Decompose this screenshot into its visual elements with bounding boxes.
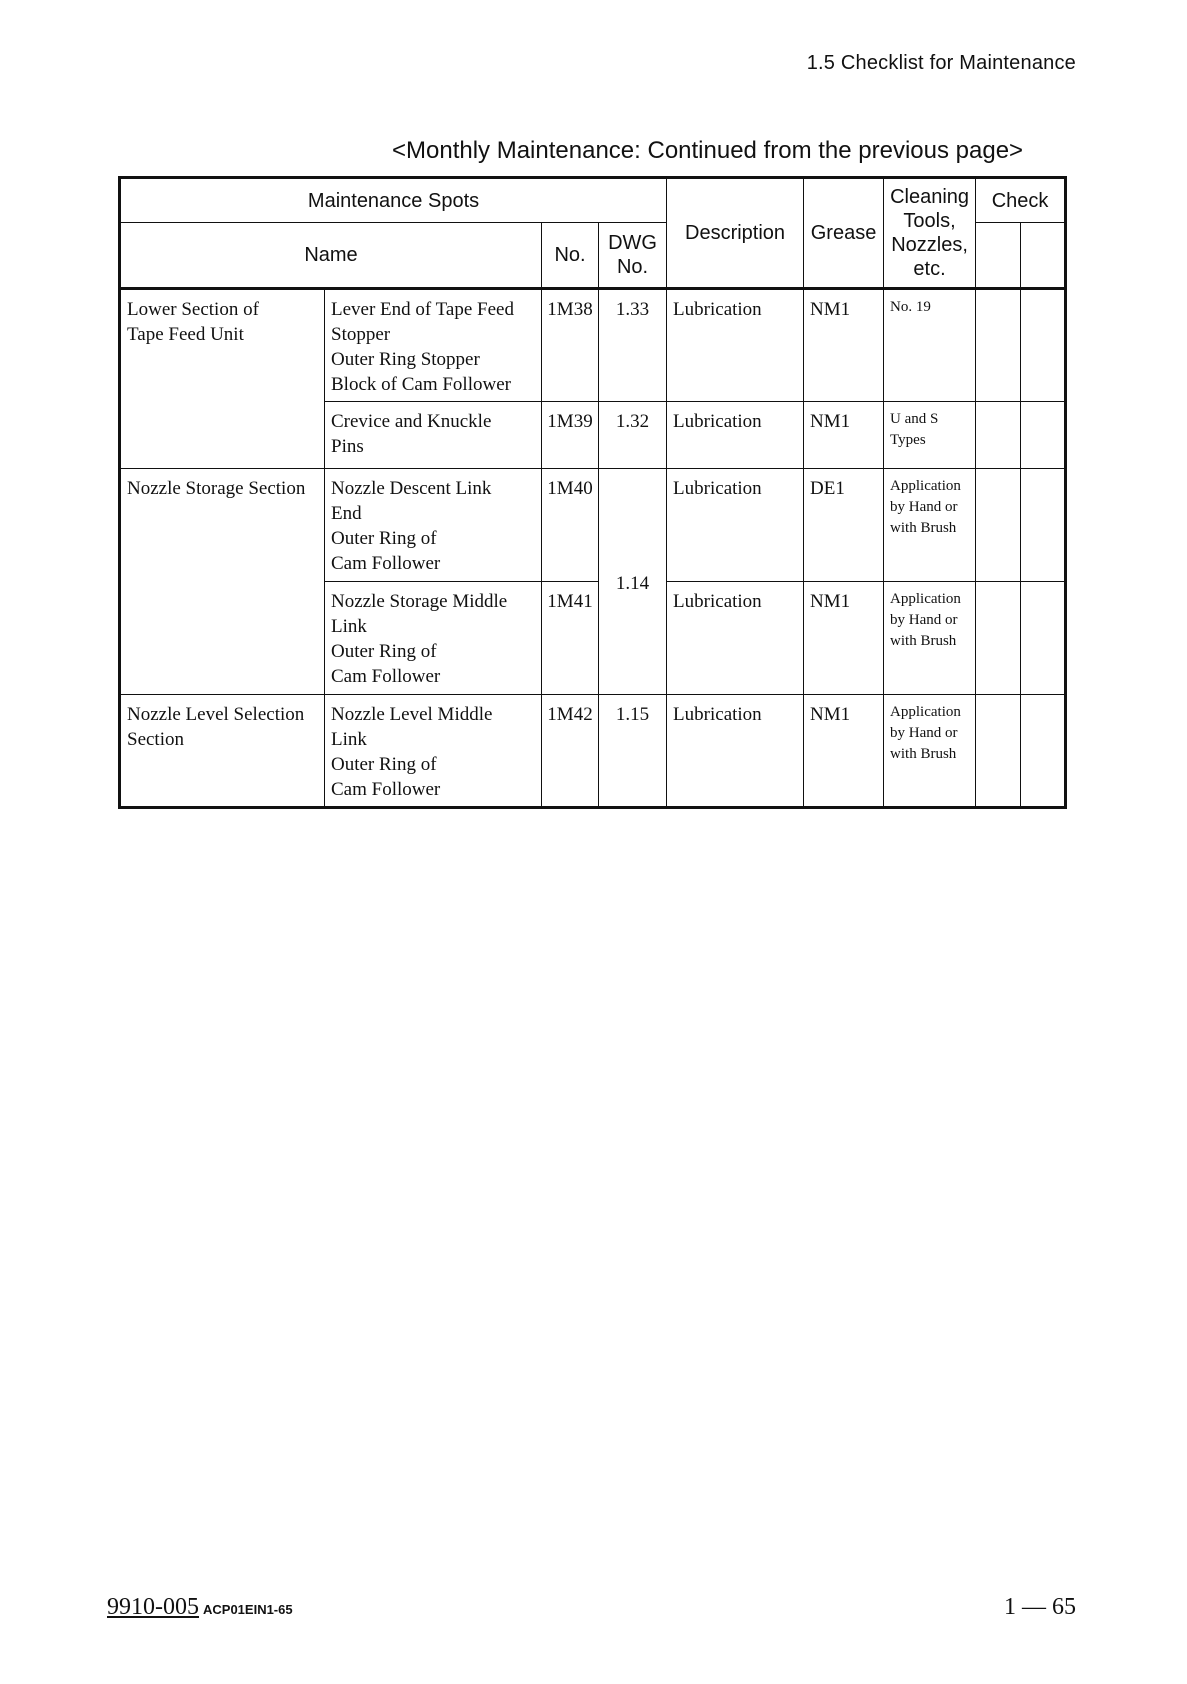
check-box[interactable] [1021, 289, 1066, 402]
part-line: Crevice and Knuckle [331, 411, 492, 432]
part-line: Link [331, 729, 367, 750]
item-no: 1M39 [542, 402, 599, 469]
part-line: Block of Cam Follower [331, 374, 511, 395]
item-no: 1M40 [542, 469, 599, 582]
part-line: Nozzle Level Middle [331, 704, 493, 725]
page-number: 1 — 65 [1004, 1594, 1076, 1620]
grease-cell: DE1 [804, 469, 884, 582]
table-row [120, 695, 1066, 808]
grease-cell: NM1 [804, 582, 884, 695]
part-line: Lever End of Tape Feed [331, 299, 514, 320]
description-cell: Lubrication [667, 289, 804, 402]
part-line: Cam Follower [331, 666, 441, 687]
doc-sub-code: ACP01EIN1-65 [203, 1602, 293, 1617]
description-cell: Lubrication [667, 402, 804, 469]
part-line: Outer Ring Stopper [331, 349, 480, 370]
header-check: Check [976, 178, 1066, 223]
table-row [120, 289, 1066, 402]
item-no: 1M38 [542, 289, 599, 402]
part-line: Nozzle Storage Middle [331, 591, 508, 612]
tools-cell [884, 582, 976, 695]
part-line: Stopper [331, 324, 391, 345]
section-header: 1.5 Checklist for Maintenance [806, 52, 1076, 74]
description-cell: Lubrication [667, 582, 804, 695]
maintenance-table [118, 176, 1067, 809]
tools-cell [884, 469, 976, 582]
tools-cell [884, 402, 976, 469]
tools-line: by Hand or [890, 499, 958, 515]
header-row-1 [120, 178, 1066, 223]
dwg-no: 1.15 [599, 695, 667, 808]
grease-cell: NM1 [804, 402, 884, 469]
header-cleaning-tools [884, 178, 976, 289]
grease-cell: NM1 [804, 695, 884, 808]
section-cell [120, 695, 325, 808]
check-box[interactable] [1021, 582, 1066, 695]
check-box[interactable] [976, 695, 1021, 808]
table-caption: <Monthly Maintenance: Continued from the previous page> [392, 137, 1024, 164]
header-maintenance-spots: Maintenance Spots [120, 178, 667, 223]
part-line: Outer Ring of [331, 641, 437, 662]
part-cell [325, 695, 542, 808]
tools-line: with Brush [890, 633, 957, 649]
check-box[interactable] [1021, 695, 1066, 808]
tools-line: by Hand or [890, 725, 958, 741]
description-cell: Lubrication [667, 469, 804, 582]
check-box[interactable] [976, 402, 1021, 469]
tools-line: Application [890, 478, 961, 494]
tools-cell [884, 289, 976, 402]
dwg-no: 1.14 [599, 469, 667, 695]
tools-line: Application [890, 704, 961, 720]
section-cell [120, 289, 325, 469]
header-grease: Grease [804, 178, 884, 289]
part-cell [325, 582, 542, 695]
header-dwg-line: No. [616, 256, 649, 278]
header-dwg-line: DWG [608, 232, 657, 254]
description-cell: Lubrication [667, 695, 804, 808]
header-name: Name [120, 223, 542, 289]
grease-cell: NM1 [804, 289, 884, 402]
part-line: Cam Follower [331, 553, 441, 574]
item-no: 1M42 [542, 695, 599, 808]
section-line: Nozzle Level Selection [127, 704, 305, 725]
section-line: Section [127, 729, 184, 750]
part-line: Cam Follower [331, 779, 441, 800]
tools-line: Application [890, 591, 961, 607]
tools-line: U and S [890, 411, 939, 427]
check-box[interactable] [976, 582, 1021, 695]
check-box[interactable] [1021, 402, 1066, 469]
part-line: Outer Ring of [331, 754, 437, 775]
header-description: Description [667, 178, 804, 289]
dwg-no: 1.32 [599, 402, 667, 469]
header-no: No. [542, 223, 599, 289]
part-cell [325, 469, 542, 582]
tools-line: No. 19 [890, 299, 931, 315]
header-tools-line: Tools, [903, 210, 956, 232]
section-cell [120, 469, 325, 695]
doc-code: 9910-005 [107, 1594, 199, 1620]
check-box[interactable] [976, 289, 1021, 402]
tools-line: with Brush [890, 746, 957, 762]
header-tools-line: etc. [913, 258, 946, 280]
footer-doc-code [107, 1594, 293, 1621]
tools-cell [884, 695, 976, 808]
section-line: Lower Section of [127, 299, 259, 320]
dwg-no: 1.33 [599, 289, 667, 402]
check-box[interactable] [1021, 469, 1066, 582]
tools-line: Types [890, 432, 926, 448]
check-box[interactable] [976, 469, 1021, 582]
part-line: Link [331, 616, 367, 637]
check-box-2 [1021, 223, 1066, 289]
part-line: Nozzle Descent Link [331, 478, 492, 499]
part-line: End [331, 503, 362, 524]
part-line: Pins [331, 436, 364, 457]
header-tools-line: Cleaning [890, 186, 970, 208]
tools-line: with Brush [890, 520, 957, 536]
part-line: Outer Ring of [331, 528, 437, 549]
check-box-1 [976, 223, 1021, 289]
header-dwg-no [599, 223, 667, 289]
item-no: 1M41 [542, 582, 599, 695]
part-cell [325, 289, 542, 402]
section-line: Tape Feed Unit [127, 324, 244, 345]
tools-line: by Hand or [890, 612, 958, 628]
section-line: Nozzle Storage Section [127, 478, 306, 499]
table-row [120, 469, 1066, 582]
part-cell [325, 402, 542, 469]
header-tools-line: Nozzles, [891, 234, 968, 256]
